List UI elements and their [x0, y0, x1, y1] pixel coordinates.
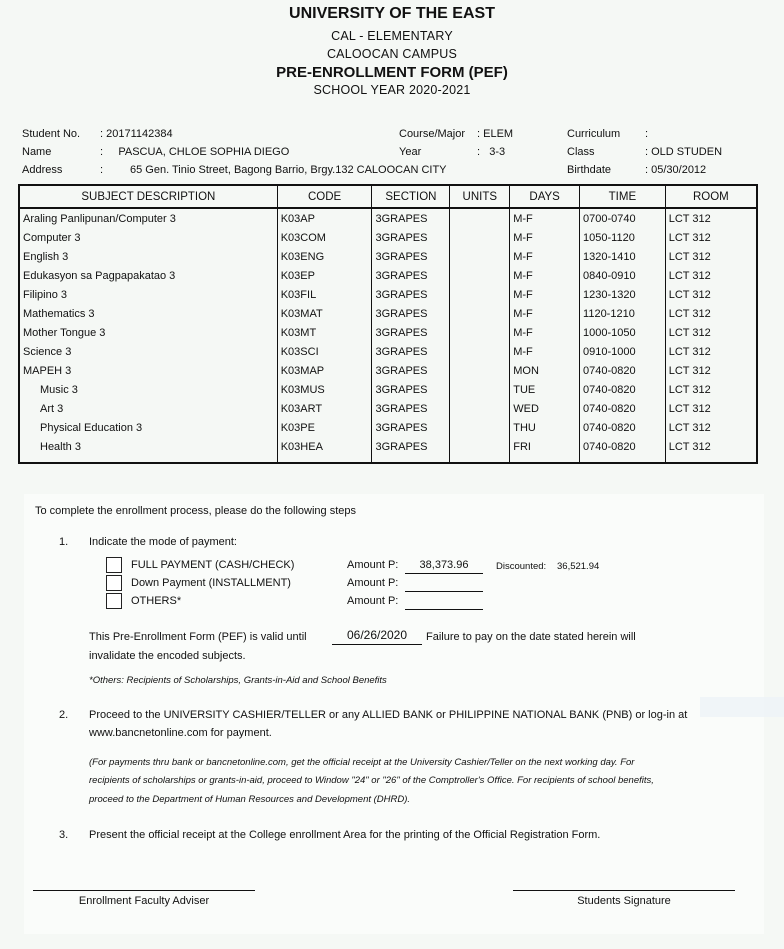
table-row — [19, 228, 757, 247]
cell-desc: Physical Education 3 — [19, 418, 277, 437]
cell-days: M-F — [510, 228, 580, 247]
school-year: SCHOOL YEAR 2020-2021 — [313, 83, 471, 97]
cell-units — [450, 285, 510, 304]
cell-room: LCT 312 — [665, 399, 757, 418]
full-amount-value: 38,373.96 — [405, 559, 483, 574]
cell-desc: Mother Tongue 3 — [19, 323, 277, 342]
cell-room: LCT 312 — [665, 208, 757, 228]
course-value: : ELEM — [477, 128, 514, 140]
cell-section: 3GRAPES — [372, 361, 450, 380]
cell-room: LCT 312 — [665, 304, 757, 323]
name-label: Name — [22, 146, 52, 158]
table-row — [19, 380, 757, 399]
cell-time: 0740-0820 — [580, 380, 666, 399]
down-amount-label: Amount P: — [347, 577, 399, 589]
header-code: CODE — [277, 185, 372, 208]
table-row — [19, 399, 757, 418]
cell-desc: Music 3 — [19, 380, 277, 399]
cell-days: MON — [510, 361, 580, 380]
cell-units — [450, 418, 510, 437]
others-note: *Others: Recipients of Scholarships, Grants-in-Aid and School Benefits — [89, 675, 387, 686]
cell-days: M-F — [510, 266, 580, 285]
department: CAL - ELEMENTARY — [331, 29, 453, 43]
cell-units — [450, 304, 510, 323]
address-value: 65 Gen. Tinio Street, Bagong Barrio, Brgy.132 CALOOCAN CITY — [130, 164, 447, 176]
name-value: : PASCUA, CHLOE SOPHIA DIEGO — [100, 146, 290, 158]
header-time: TIME — [580, 185, 666, 208]
cell-section: 3GRAPES — [372, 418, 450, 437]
cell-units — [450, 399, 510, 418]
table-row — [19, 247, 757, 266]
step3-number: 3. — [59, 829, 69, 841]
cell-time: 0740-0820 — [580, 399, 666, 418]
cell-units — [450, 247, 510, 266]
cell-code: K03ENG — [277, 247, 372, 266]
subjects-table — [18, 184, 758, 464]
cell-days: WED — [510, 399, 580, 418]
step1-number: 1. — [59, 536, 69, 548]
cell-room: LCT 312 — [665, 285, 757, 304]
invalidate-text: invalidate the encoded subjects. — [89, 650, 246, 662]
curriculum-label: Curriculum — [567, 128, 621, 140]
cell-days: TUE — [510, 380, 580, 399]
watermark-overlay — [700, 697, 784, 717]
cell-section: 3GRAPES — [372, 285, 450, 304]
cell-room: LCT 312 — [665, 380, 757, 399]
cell-units — [450, 228, 510, 247]
cell-days: M-F — [510, 304, 580, 323]
table-row — [19, 437, 757, 463]
cell-section: 3GRAPES — [372, 323, 450, 342]
cell-units — [450, 380, 510, 399]
cell-units — [450, 437, 510, 463]
down-payment-label: Down Payment (INSTALLMENT) — [131, 577, 291, 589]
step2-note-line2: recipients of scholarships or grants-in-aid, proceed to Window "24" or "26" of the Comptroller's Office. For recipients of school benefits, — [89, 775, 654, 786]
cell-time: 1230-1320 — [580, 285, 666, 304]
cell-desc: Computer 3 — [19, 228, 277, 247]
valid-until-text: This Pre-Enrollment Form (PEF) is valid until — [89, 631, 307, 643]
cell-room: LCT 312 — [665, 418, 757, 437]
others-label: OTHERS* — [131, 595, 182, 607]
student-no-value: : 20171142384 — [100, 128, 173, 140]
year-value: : 3-3 — [477, 146, 506, 158]
cell-units — [450, 266, 510, 285]
table-row — [19, 304, 757, 323]
header-days: DAYS — [510, 185, 580, 208]
cell-section: 3GRAPES — [372, 228, 450, 247]
cell-code: K03MAT — [277, 304, 372, 323]
cell-days: M-F — [510, 323, 580, 342]
cell-desc: Art 3 — [19, 399, 277, 418]
cell-room: LCT 312 — [665, 437, 757, 463]
cell-time: 1320-1410 — [580, 247, 666, 266]
cell-section: 3GRAPES — [372, 266, 450, 285]
cell-room: LCT 312 — [665, 361, 757, 380]
birthdate-label: Birthdate — [567, 164, 612, 176]
full-payment-checkbox[interactable] — [106, 557, 122, 573]
adviser-signature-label: Enrollment Faculty Adviser — [78, 895, 210, 907]
address-label: Address — [22, 164, 63, 176]
year-label: Year — [399, 146, 422, 158]
instructions-intro: To complete the enrollment process, please do the following steps — [35, 505, 357, 517]
full-payment-label: FULL PAYMENT (CASH/CHECK) — [131, 559, 295, 571]
address-colon: : — [100, 164, 104, 176]
cell-room: LCT 312 — [665, 228, 757, 247]
cell-time: 1120-1210 — [580, 304, 666, 323]
step2-line1: Proceed to the UNIVERSITY CASHIER/TELLER or any ALLIED BANK or PHILIPPINE NATIONAL BANK (PNB) or log-in at — [89, 709, 688, 721]
cell-time: 1000-1050 — [580, 323, 666, 342]
cell-section: 3GRAPES — [372, 399, 450, 418]
university-title: UNIVERSITY OF THE EAST — [289, 5, 495, 22]
cell-time: 1050-1120 — [580, 228, 666, 247]
others-checkbox[interactable] — [106, 593, 122, 609]
cell-code: K03FIL — [277, 285, 372, 304]
course-label: Course/Major — [399, 128, 466, 140]
cell-desc: Mathematics 3 — [19, 304, 277, 323]
student-no-label: Student No. — [22, 128, 81, 140]
cell-days: M-F — [510, 208, 580, 228]
table-row — [19, 342, 757, 361]
table-row — [19, 323, 757, 342]
step2-line2: www.bancnetonline.com for payment. — [89, 727, 272, 739]
student-signature-label: Students Signature — [577, 895, 671, 907]
cell-section: 3GRAPES — [372, 247, 450, 266]
cell-days: FRI — [510, 437, 580, 463]
cell-time: 0840-0910 — [580, 266, 666, 285]
cell-room: LCT 312 — [665, 247, 757, 266]
cell-code: K03MAP — [277, 361, 372, 380]
down-payment-checkbox[interactable] — [106, 575, 122, 591]
cell-section: 3GRAPES — [372, 208, 450, 228]
cell-time: 0700-0740 — [580, 208, 666, 228]
header-subject: SUBJECT DESCRIPTION — [19, 185, 277, 208]
cell-time: 0910-1000 — [580, 342, 666, 361]
cell-units — [450, 361, 510, 380]
valid-date: 06/26/2020 — [332, 628, 422, 645]
cell-desc: English 3 — [19, 247, 277, 266]
cell-code: K03SCI — [277, 342, 372, 361]
cell-desc: Science 3 — [19, 342, 277, 361]
table-row — [19, 266, 757, 285]
cell-code: K03PE — [277, 418, 372, 437]
cell-code: K03MUS — [277, 380, 372, 399]
table-row — [19, 208, 757, 228]
table-row — [19, 361, 757, 380]
table-row — [19, 418, 757, 437]
others-amount-label: Amount P: — [347, 595, 399, 607]
cell-units — [450, 208, 510, 228]
cell-days: M-F — [510, 285, 580, 304]
cell-section: 3GRAPES — [372, 380, 450, 399]
cell-code: K03ART — [277, 399, 372, 418]
cell-section: 3GRAPES — [372, 437, 450, 463]
table-header-row — [19, 185, 757, 208]
cell-room: LCT 312 — [665, 266, 757, 285]
cell-code: K03AP — [277, 208, 372, 228]
class-label: Class — [567, 146, 595, 158]
cell-desc: MAPEH 3 — [19, 361, 277, 380]
cell-code: K03EP — [277, 266, 372, 285]
step3-text: Present the official receipt at the College enrollment Area for the printing of the Official Registration Form. — [89, 829, 601, 841]
cell-days: THU — [510, 418, 580, 437]
step2-number: 2. — [59, 709, 69, 721]
class-value: : OLD STUDEN — [645, 146, 723, 158]
header-units: UNITS — [450, 185, 510, 208]
cell-time: 0740-0820 — [580, 437, 666, 463]
step2-note-line3: proceed to the Department of Human Resources and Development (DHRD). — [89, 794, 411, 805]
cell-code: K03MT — [277, 323, 372, 342]
discounted-value: 36,521.94 — [557, 561, 600, 572]
cell-desc: Edukasyon sa Pagpapakatao 3 — [19, 266, 277, 285]
cell-code: K03HEA — [277, 437, 372, 463]
cell-days: M-F — [510, 342, 580, 361]
cell-section: 3GRAPES — [372, 342, 450, 361]
step1-text: Indicate the mode of payment: — [89, 536, 237, 548]
cell-code: K03COM — [277, 228, 372, 247]
full-amount-label: Amount P: — [347, 559, 399, 571]
cell-units — [450, 323, 510, 342]
cell-units — [450, 342, 510, 361]
cell-days: M-F — [510, 247, 580, 266]
step2-note-line1: (For payments thru bank or bancnetonline.com, get the official receipt at the University Cashier/Teller on the next working day. For — [89, 757, 635, 768]
cell-desc: Araling Panlipunan/Computer 3 — [19, 208, 277, 228]
discounted-label: Discounted: — [496, 561, 547, 572]
cell-section: 3GRAPES — [372, 304, 450, 323]
curriculum-value: : — [645, 128, 649, 140]
cell-room: LCT 312 — [665, 342, 757, 361]
cell-desc: Filipino 3 — [19, 285, 277, 304]
cell-time: 0740-0820 — [580, 418, 666, 437]
cell-time: 0740-0820 — [580, 361, 666, 380]
birthdate-value: : 05/30/2012 — [645, 164, 707, 176]
student-signature-line — [513, 890, 735, 891]
down-amount-field[interactable] — [405, 577, 483, 592]
failure-text: Failure to pay on the date stated herein will — [426, 631, 636, 643]
cell-room: LCT 312 — [665, 323, 757, 342]
header-section: SECTION — [372, 185, 450, 208]
others-amount-field[interactable] — [405, 595, 483, 610]
campus: CALOOCAN CAMPUS — [326, 47, 458, 61]
adviser-signature-line — [33, 890, 255, 891]
header-room: ROOM — [665, 185, 757, 208]
form-title: PRE-ENROLLMENT FORM (PEF) — [276, 64, 508, 81]
cell-desc: Health 3 — [19, 437, 277, 463]
table-row — [19, 285, 757, 304]
